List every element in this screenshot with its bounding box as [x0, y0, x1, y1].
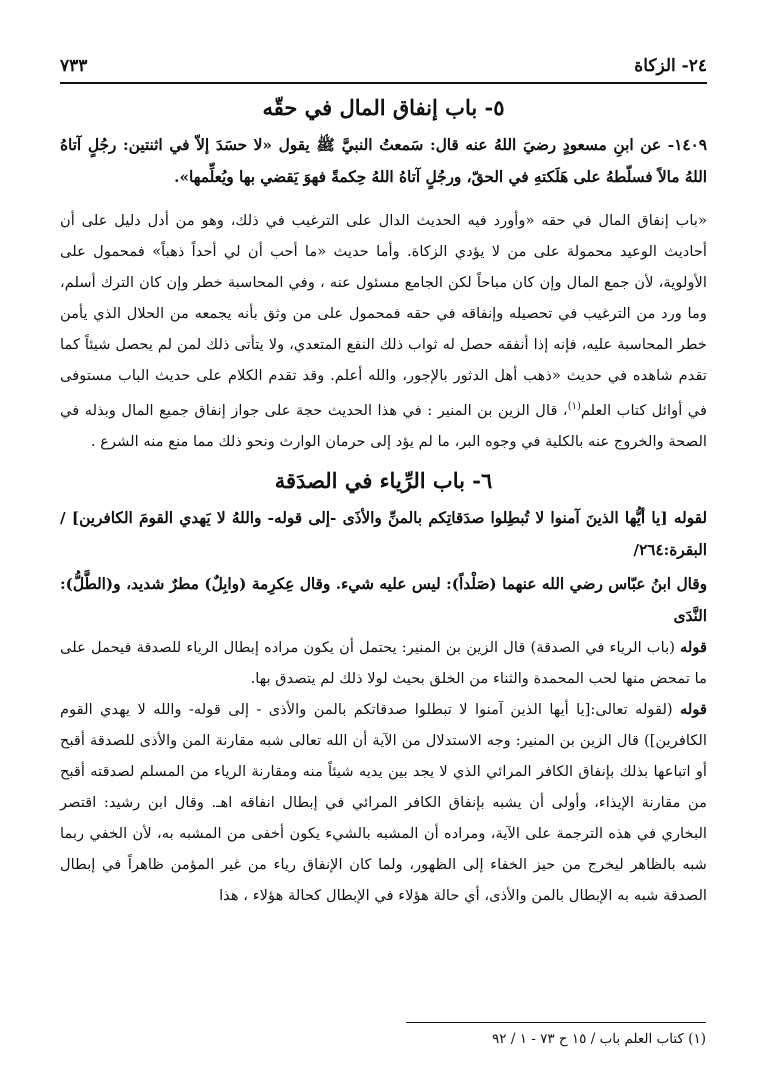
chapter-6-title: ٦- باب الرِّياء في الصدَقة	[274, 468, 493, 494]
commentary-paragraph-1	[60, 632, 707, 694]
footnote-divider	[406, 1022, 706, 1023]
footnote: (١) كتاب العلم باب / ١٥ ح ٧٣ - ١ / ٩٢	[492, 1031, 706, 1047]
ibn-abbas-quote: وقال ابنُ عبّاس رضي الله عنهما (صَلْداً): ليس عليه شيء. وقال عِكرِمة (وابِلٌ) مطرٌ شديد، و(الطَّلُّ): النَّدَى	[60, 575, 707, 626]
commentary-paragraph	[60, 205, 707, 457]
chapter-5-title: ٥- باب إنفاق المال في حقّه	[262, 95, 505, 120]
chapter-5-commentary	[60, 205, 707, 457]
commentary-text-continued: ، قال الزين بن المنير : في هذا الحديث حجة على جواز إنفاق جميع المال وبذله في الصحة والخروج عنه بالكلية في وجوه البر، ما لم يؤد إلى حرمان الوارث ونحو ذلك مما منع منه الشرع .	[60, 402, 707, 451]
chapter-header: ٢٤- الزكاة	[634, 56, 707, 76]
chapter-6-commentary	[60, 632, 707, 911]
running-header	[60, 56, 707, 84]
commentary-label: قوله	[680, 639, 707, 657]
book-page	[60, 56, 707, 911]
commentary-paragraph-2	[60, 694, 707, 911]
commentary-text: (لقوله تعالى:[يا أيها الذين آمنوا لا تبطلوا صدقاتكم بالمن والأذى - إلى قوله- والله لا يهدي القوم الكافرين]) قال الزين بن المنير: وجه الاستدلال من الآية أن الله تعالى شبه مقارنة المن والأذى للصدقة أقبح أو اتباعها بذلك بإنفاق الكافر المرائي الذي لا يجد بين يديه شيئاً منه ومقارنة الرياء من المسلم لصدقته أقبح من مقارنة الإيذاء، وأولى أن يشبه بإنفاق الكافر المرائي في إبطال انفاقه اهـ. وقال ابن رشيد: اقتصر البخاري في هذه الترجمة على الآية، ومراده أن المشبه بالشيء يكون أخفى من المشبه به، لأن الخفي ربما شبه بالظاهر ليخرج من حيز الخفاء إلى الظهور، ولما كان الإنفاق رياء من غير المؤمن ظاهراً في إبطال الصدقة شبه به الإبطال بالمن والأذى، أي حالة هؤلاء في الإبطال كحالة هؤلاء ، هذا	[60, 701, 707, 905]
hadith-1409: ١٤٠٩- عن ابنِ مسعودٍ رضيَ اللهُ عنه قال: سَمعتُ النبيَّ ﷺ يقول «لا حسَدَ إلاّ في اثنتين: رجُلٍ آتاهُ اللهُ مالاً فسلّطهُ على هَلَكتهِ في الحقّ، ورجُلٍ آتاهُ اللهُ حِكمةً فهوَ يَقضي بها ويُعلِّمها».	[60, 136, 707, 187]
page-number: ٧٣٣	[60, 56, 88, 76]
footnote-reference[interactable]: (١)	[567, 401, 581, 413]
quran-verse: لقوله [يا أيُّها الذينَ آمنوا لا تُبطِلوا صدَقاتِكم بالمنِّ والأذَى -إلى قوله- واللهُ لا يَهدي القومَ الكافرين] /البقرة:٢٦٤/	[60, 509, 707, 560]
commentary-text: (باب الرياء في الصدقة) قال الزين بن المنير: يحتمل أن يكون مراده إبطال الرياء للصدقة فيحمل على ما تمحض منها لحب المحمدة والثناء من الخلق بحيث لولا ذلك لم يتصدق بها.	[60, 639, 707, 688]
commentary-text: «باب إنفاق المال في حقه «وأورد فيه الحديث الدال على الترغيب في ذلك، وهو من أدل دليل على أن أحاديث الوعيد محمولة على من لا يؤدي الزكاة. وأما حديث «ما أحب أن لي أحداً ذهباً» فمحمول على الأولوية، لأن جمع المال وإن كان مباحاً لكن الجامع مسئول عنه ، وفي المحاسبة خطر وإن كان الترك أسلم، وما ورد من الترغيب في تحصيله وإنفاقه في حقه فمحمول على من وثق بأنه يجمعه من الحلال الذي يأمن خطر المحاسبة عليه، فإنه إذا أنفقه حصل له ثواب ذلك النفع المتعدي، ولا يتأتى ذلك لمن لم يحصل شيئاً كما تقدم شاهده في حديث «ذهب أهل الدثور بالإجور، والله أعلم. وقد تقدم الكلام على حديث الباب مستوفى في أوائل كتاب العلم	[60, 212, 707, 420]
commentary-label: قوله	[680, 701, 707, 719]
